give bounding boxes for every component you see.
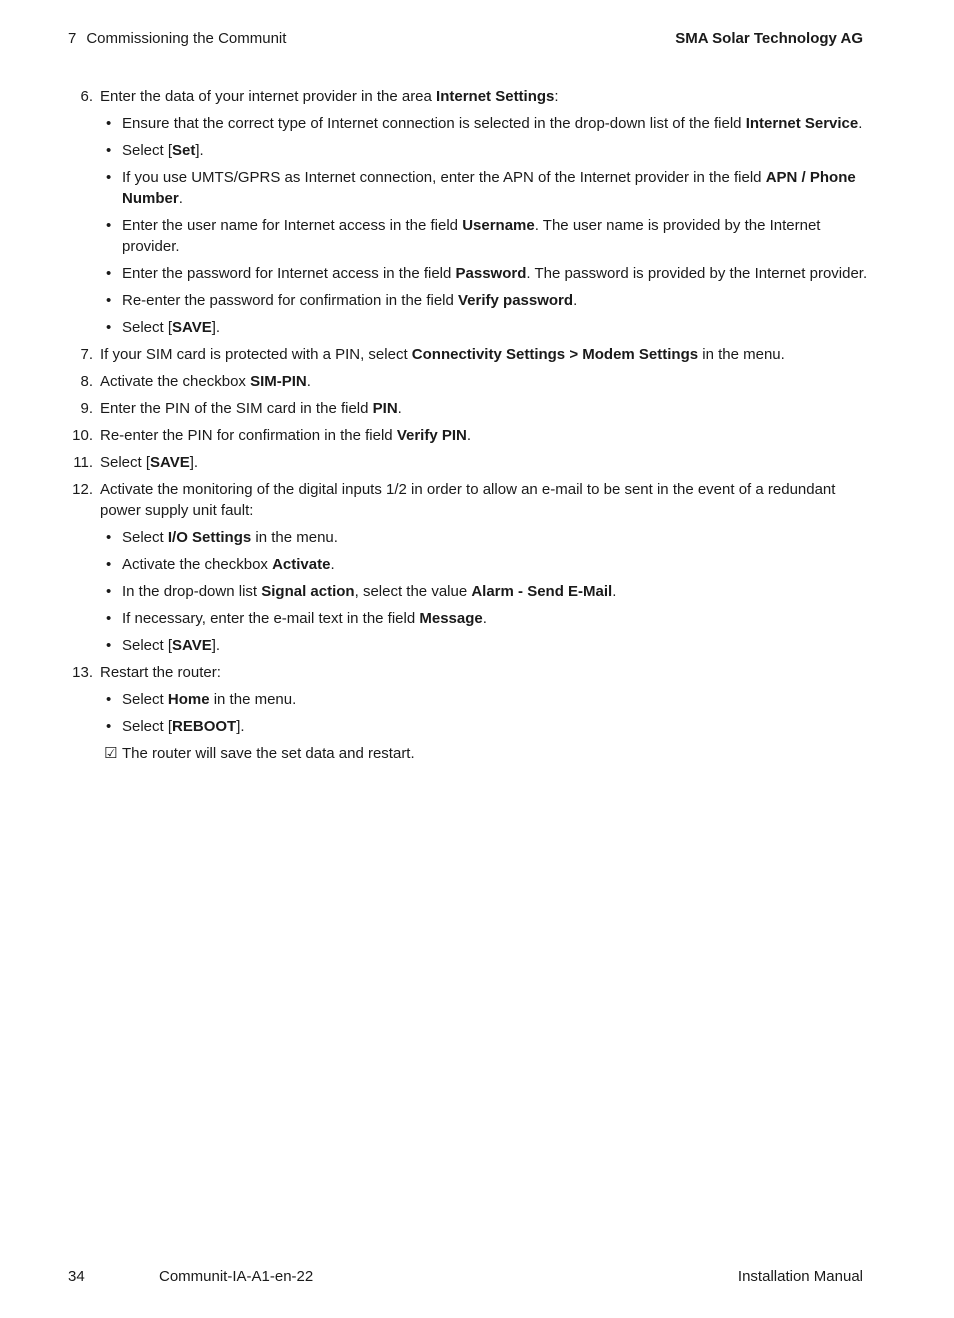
- ui-term: Internet Service: [745, 115, 859, 132]
- step-number: 7.: [80, 346, 93, 363]
- step-number: 6.: [80, 88, 93, 105]
- ui-term: SAVE: [172, 319, 212, 336]
- step-text: Select [SAVE].: [122, 319, 221, 336]
- chapter-number: 7: [68, 29, 77, 47]
- step-item: [68, 344, 868, 365]
- step-text: Select Home in the menu.: [122, 691, 297, 708]
- bullet-icon: •: [106, 217, 112, 234]
- ui-term: APN / Phone Number: [122, 169, 856, 207]
- sub-step-item: [68, 290, 868, 311]
- step-text: If you use UMTS/GPRS as Internet connection, enter the APN of the Internet provider in the field APN / Phone Number.: [122, 169, 856, 207]
- sub-step-item: [68, 716, 868, 737]
- ui-term: Connectivity Settings > Modem Settings: [411, 346, 699, 363]
- ui-term: I/O Settings: [167, 529, 252, 546]
- ui-term: Verify password: [458, 292, 574, 309]
- step-number: 10.: [72, 427, 93, 444]
- page-header: [68, 27, 863, 49]
- sub-step-item: [68, 167, 868, 209]
- bullet-icon: •: [106, 718, 112, 735]
- company-name: SMA Solar Technology AG: [675, 29, 863, 47]
- step-text: Activate the monitoring of the digital inputs 1/2 in order to allow an e-mail to be sent in the event of a redundant power supply unit fault:: [100, 481, 836, 519]
- bullet-icon: •: [106, 292, 112, 309]
- bullet-icon: •: [106, 583, 112, 600]
- step-text: Enter the data of your internet provider in the area Internet Settings:: [100, 88, 559, 105]
- ui-term: REBOOT: [172, 718, 237, 735]
- step-text: Restart the router:: [100, 664, 221, 681]
- step-text: Select [Set].: [122, 142, 204, 159]
- ui-term: SIM-PIN: [250, 373, 307, 390]
- sub-step-item: [68, 113, 868, 134]
- step-text: Enter the PIN of the SIM card in the field PIN.: [100, 400, 402, 417]
- bullet-icon: •: [106, 319, 112, 336]
- step-text: Select [SAVE].: [122, 637, 221, 654]
- step-item: [68, 452, 868, 473]
- ui-term: SAVE: [172, 637, 212, 654]
- sub-step-item: [68, 317, 868, 338]
- bullet-icon: •: [106, 556, 112, 573]
- ui-term: Alarm - Send E-Mail: [471, 583, 613, 600]
- sub-step-item: [68, 554, 868, 575]
- step-number: 8.: [80, 373, 93, 390]
- step-text: Select [SAVE].: [100, 454, 199, 471]
- step-text: If necessary, enter the e-mail text in the field Message.: [122, 610, 487, 627]
- step-text: Select I/O Settings in the menu.: [122, 529, 338, 546]
- step-item: [68, 86, 868, 107]
- bullet-icon: •: [106, 169, 112, 186]
- page-number: 34: [68, 1268, 85, 1285]
- bullet-icon: •: [106, 142, 112, 159]
- ui-term: Verify PIN: [396, 427, 467, 444]
- bullet-icon: •: [106, 691, 112, 708]
- step-text: Enter the password for Internet access in the field Password. The password is provided by the Internet provider.: [122, 265, 868, 282]
- step-number: 12.: [72, 481, 93, 498]
- ui-term: Home: [167, 691, 210, 708]
- bullet-icon: •: [106, 529, 112, 546]
- bullet-icon: •: [106, 610, 112, 627]
- result-item: [68, 743, 868, 764]
- step-number: 13.: [72, 664, 93, 681]
- step-text: The router will save the set data and restart.: [122, 745, 415, 762]
- step-text: Select [REBOOT].: [122, 718, 245, 735]
- sub-step-item: [68, 581, 868, 602]
- sub-step-item: [68, 527, 868, 548]
- bullet-icon: •: [106, 265, 112, 282]
- chapter-title: Commissioning the Communit: [86, 29, 287, 47]
- instruction-list: [68, 86, 868, 770]
- step-text: Activate the checkbox Activate.: [122, 556, 335, 573]
- sub-step-item: [68, 689, 868, 710]
- step-text: Ensure that the correct type of Internet connection is selected in the drop-down list of the field Internet Service.: [122, 115, 863, 132]
- sub-step-item: [68, 263, 868, 284]
- ui-term: SAVE: [150, 454, 190, 471]
- step-text: Enter the user name for Internet access in the field Username. The user name is provided by the Internet provider.: [122, 217, 821, 255]
- step-text: If your SIM card is protected with a PIN, select Connectivity Settings > Modem Settings in the menu.: [100, 346, 785, 363]
- document-title: Installation Manual: [737, 1268, 863, 1285]
- step-item: [68, 398, 868, 419]
- ui-term: PIN: [372, 400, 398, 417]
- sub-step-item: [68, 635, 868, 656]
- step-number: 11.: [73, 454, 93, 471]
- step-text: Re-enter the password for confirmation in the field Verify password.: [122, 292, 578, 309]
- sub-step-item: [68, 140, 868, 161]
- page-footer: [68, 1268, 863, 1290]
- step-item: [68, 479, 868, 521]
- ui-term: Signal action: [261, 583, 355, 600]
- checkbox-result-icon: ☑: [104, 745, 118, 762]
- bullet-icon: •: [106, 637, 112, 654]
- chapter-heading: [68, 30, 286, 47]
- document-code: Communit-IA-A1-en-22: [159, 1268, 314, 1285]
- ui-term: Set: [172, 142, 196, 159]
- ui-term: Message: [419, 610, 483, 627]
- step-text: Activate the checkbox SIM-PIN.: [100, 373, 311, 390]
- step-number: 9.: [80, 400, 93, 417]
- step-text: In the drop-down list Signal action, select the value Alarm - Send E-Mail.: [122, 583, 617, 600]
- bullet-icon: •: [106, 115, 112, 132]
- sub-step-item: [68, 215, 868, 257]
- ui-term: Username: [462, 217, 535, 234]
- ui-term: Internet Settings: [436, 88, 555, 105]
- ui-term: Activate: [272, 556, 331, 573]
- ui-term: Password: [455, 265, 527, 282]
- step-item: [68, 425, 868, 446]
- step-text: Re-enter the PIN for confirmation in the field Verify PIN.: [100, 427, 472, 444]
- step-item: [68, 371, 868, 392]
- step-item: [68, 662, 868, 683]
- sub-step-item: [68, 608, 868, 629]
